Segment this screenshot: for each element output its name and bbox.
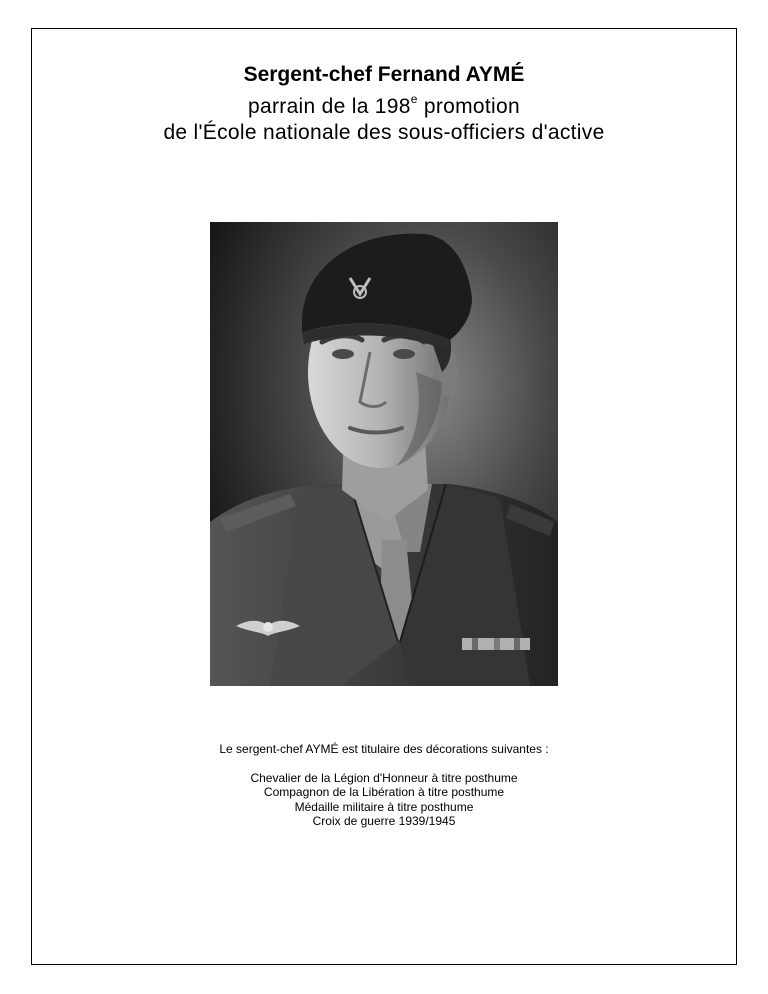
decoration-item: Compagnon de la Libération à titre posthume [263,785,505,799]
subtitle-school: de l'École nationale des sous-officiers d'active [163,121,605,144]
decoration-item: Croix de guerre 1939/1945 [312,814,456,828]
portrait-photo [210,222,558,686]
decorations-intro: Le sergent-chef AYMÉ est titulaire des décorations suivantes : [219,742,549,756]
portrait-illustration [210,222,558,686]
ordinal-suffix: e [410,92,418,106]
decoration-item: Médaille militaire à titre posthume [294,799,474,814]
page-title: Sergent-chef Fernand AYMÉ [243,63,525,86]
title-block [0,62,768,146]
subtitle-suffix: promotion [417,95,520,118]
decorations-section [0,742,768,829]
decoration-item: Chevalier de la Légion d'Honneur à titre posthume [250,770,518,785]
subtitle-promotion [0,88,768,120]
subtitle-prefix: parrain de la 198 [248,95,411,118]
